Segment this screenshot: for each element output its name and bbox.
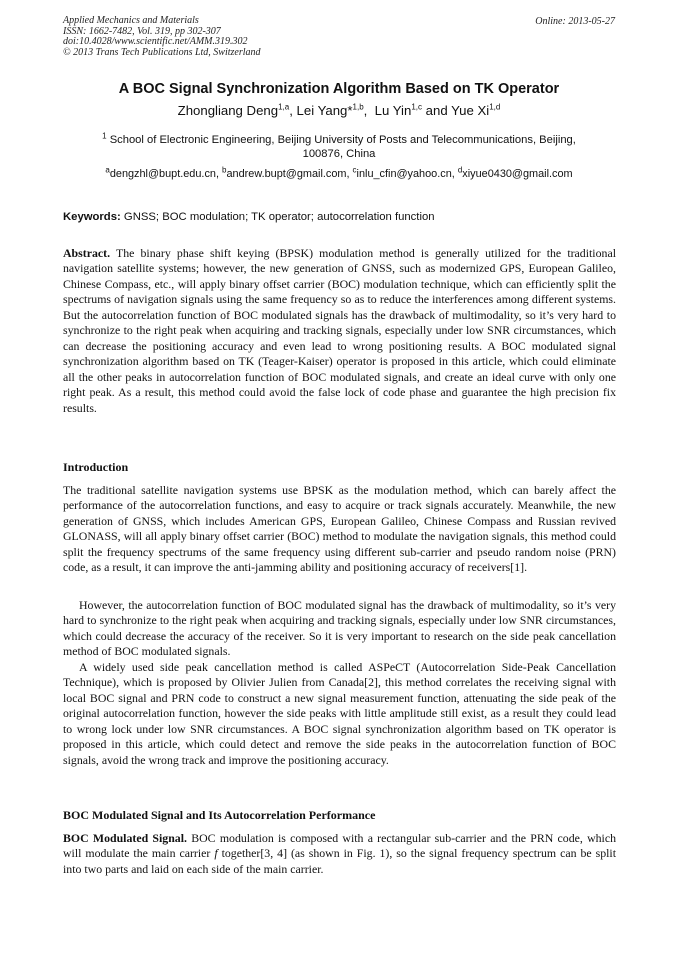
author-sup: 1,c [411,102,422,112]
email-link[interactable]: andrew.bupt@gmail.com, [226,168,350,180]
online-date: Online: 2013-05-27 [535,16,615,27]
abstract-text: The binary phase shift keying (BPSK) modulation method is generally utilized for the traditional navigation satellite systems; however, the new generation of GNSS, such as modernized GPS, European Galileo, Chinese Compass, etc., will apply binary offset carrier (BOC) modulation technique, which can efficiently split the spectrums of navigation signals using the same frequency so as to reduce the interferences among different systems. But the autocorrelation function of BOC modulated signals has the drawback of multimodality, so it’s very hard to synchronize to the right peak when acquiring and tracking signals, especially under low SNR circumstances, which can decrease the positioning accuracy and even lead to wrong positioning results. A BOC modulated signal synchronization algorithm based on TK (Teager-Kaiser) operator is proposed in this article, which could eliminate all the other peaks in autocorrelation function of BOC modulated signals, and create an ideal curve with only one right peak. As a result, this method could avoid the false lock of code phase and guarantee the high precision fix results. [63,246,616,415]
abstract [63,246,616,416]
boc-text-1: BOC modulation is composed with a rectangular sub-carrier and the PRN code, which will modulate the main carrier [63,831,617,861]
email-list [30,165,648,180]
author-name: Yue Xi [451,103,490,118]
section-heading-introduction: Introduction [63,460,129,474]
boc-paragraph [63,831,616,877]
carrier-symbol: f [214,846,218,861]
copyright-line: © 2013 Trans Tech Publications Ltd, Switzerland [63,46,261,58]
email-sup: c [352,165,357,175]
journal-name: Applied Mechanics and Materials [63,15,199,26]
boc-runin-heading: BOC Modulated Signal. [63,831,187,845]
issn-line: ISSN: 1662-7482, Vol. 319, pp 302-307 [63,25,221,37]
email-link[interactable]: inlu_cfin@yahoo.cn, [356,168,455,180]
intro-paragraph-2: However, the autocorrelation function of BOC modulated signal has the drawback of multimodality, so it’s very hard to synchronize to the right peak when acquiring and tracking signals, especially under low SNR circumstances, which could decrease the accuracy of the receiver. So it is very important to research on the side peak cancellation method of BOC modulated signals. [63,598,616,659]
intro-paragraph-3: A widely used side peak cancellation method is called ASPeCT (Autocorrelation Side-Peak Cancellation Technique), which is proposed by Olivier Julien from Canada[2], this method correlates the receiving signal with local BOC signal and PRN code to construct a new signal measurement function, attenuating the side peak of the original autocorrelation function, however the side peaks with little amplitude still exist, as a result they could lead to wrong lock under low SNR circumstances. A BOC signal synchronization algorithm based on TK operator is proposed in this article, which could detect and remove the side peaks in the autocorrelation function of BOC signals, avoid the wrong track and improve the positioning accuracy. [63,660,616,767]
journal-header [63,16,261,58]
abstract-label: Abstract. [63,246,111,260]
paper-title: A BOC Signal Synchronization Algorithm Based on TK Operator [118,81,560,97]
keywords [63,211,435,223]
author-name: Zhongliang Deng [177,103,279,118]
author-name: Lei Yang* [296,103,353,118]
author-sup: 1,d [489,102,501,112]
keywords-label: Keywords: [63,211,121,223]
email-link[interactable]: xiyue0430@gmail.com [462,168,573,180]
affiliation-sup: 1 [102,131,107,141]
author-sup: 1,a [278,102,290,112]
email-sup: b [222,165,227,175]
affiliation-line2: 100876, China [302,148,376,160]
author-name: Lu Yin [374,103,412,118]
author-sup: 1,b [352,102,364,112]
email-sup: a [105,165,110,175]
email-link[interactable]: dengzhl@bupt.edu.cn, [109,168,219,180]
author-list: Zhongliang Deng$^{1,a}$, Lei Yang*$^{1,b}$, Lu Yin$^{1,c}$ and Yue Xi$^{1,d}$ [177,102,501,118]
affiliation [70,133,608,161]
affiliation-line1: School of Electronic Engineering, Beijing University of Posts and Telecommunications, Beijing, [109,134,576,146]
doi-line: doi:10.4028/www.scientific.net/AMM.319.302 [63,36,248,47]
section-heading-boc: BOC Modulated Signal and Its Autocorrelation Performance [63,808,376,822]
intro-paragraph-1: The traditional satellite navigation systems use BPSK as the modulation method, which can barely affect the performance of the autocorrelation functions, and easy to acquire or track signals accurately. Meanwhile, the new generation of GNSS, which includes American GPS, European Galileo, Chinese Compass and Russian revived GLONASS, will all apply binary offset carrier (BOC) method to modulate the navigation signals, this method could split the frequency spectrums of the same frequency using different sub-carrier and pseudo random noise (PRN) code, as a result, it can improve the anti-jamming ability and positioning accuracy of receivers[1]. [63,483,616,575]
boc-text-2: together[3, 4] (as shown in Fig. 1), so the signal frequency spectrum can be split into two parts and laid on each side of the main carrier. [63,846,616,876]
keywords-text: GNSS; BOC modulation; TK operator; autocorrelation function [123,211,435,223]
email-sup: d [457,165,463,175]
